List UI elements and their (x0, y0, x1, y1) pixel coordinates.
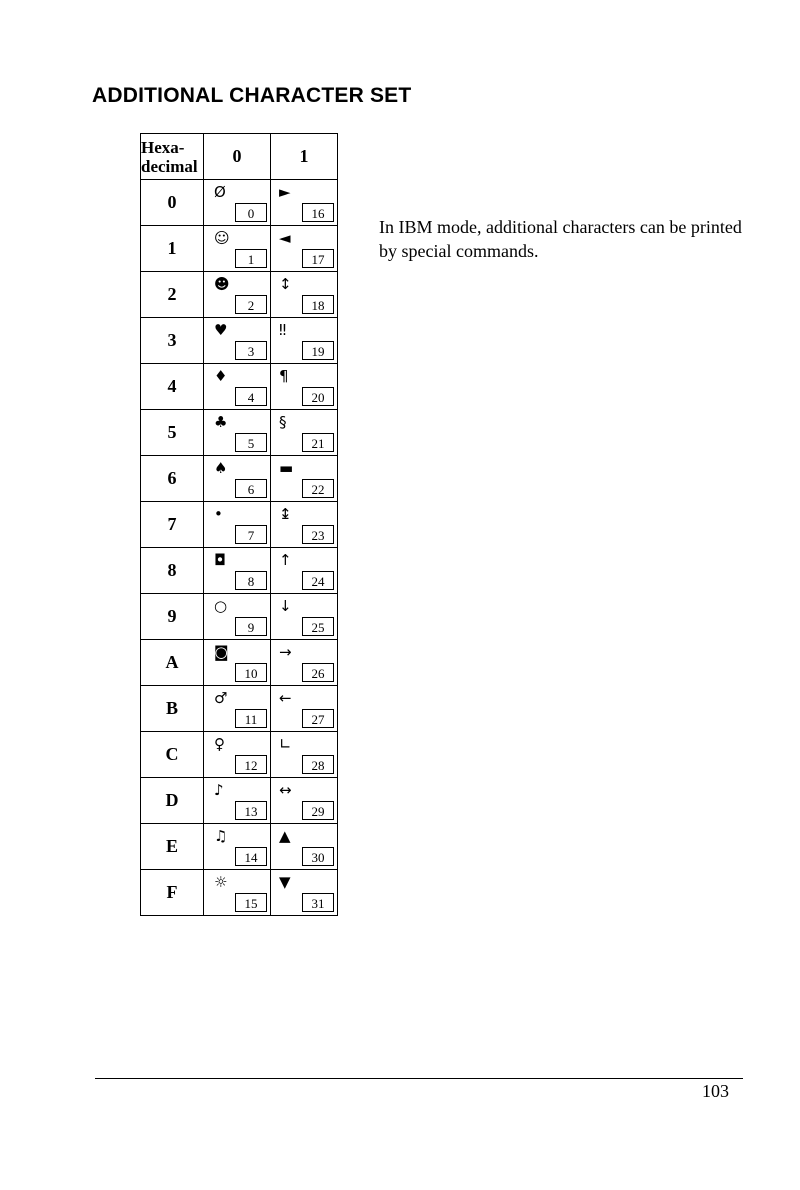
character-cell-body (204, 226, 270, 271)
row-header: A (141, 640, 204, 686)
table-row (141, 870, 338, 916)
row-header: 3 (141, 318, 204, 364)
character-glyph: ▬ (279, 459, 294, 477)
character-cell (204, 272, 271, 318)
character-cell (271, 502, 338, 548)
character-cell (271, 272, 338, 318)
decimal-code-box: 19 (302, 341, 334, 360)
character-glyph: → (279, 643, 292, 661)
character-glyph: ☼ (214, 873, 228, 891)
table-row (141, 410, 338, 456)
character-cell-body (204, 778, 270, 823)
character-cell-body (271, 180, 337, 225)
character-cell (271, 640, 338, 686)
decimal-code-box: 13 (235, 801, 267, 820)
decimal-code-box: 28 (302, 755, 334, 774)
character-cell (204, 640, 271, 686)
character-cell (204, 180, 271, 226)
character-glyph: ↓ (279, 597, 292, 615)
character-cell-body (204, 410, 270, 455)
row-header: 6 (141, 456, 204, 502)
table-row (141, 824, 338, 870)
character-cell (204, 686, 271, 732)
decimal-code-box: 15 (235, 893, 267, 912)
character-cell (271, 456, 338, 502)
table-body (141, 180, 338, 916)
decimal-code-box: 26 (302, 663, 334, 682)
character-glyph: ♦ (214, 367, 228, 385)
decimal-code-box: 2 (235, 295, 267, 314)
character-cell-body (204, 456, 270, 501)
table-row (141, 318, 338, 364)
character-glyph: ↔ (279, 781, 292, 799)
character-cell (204, 226, 271, 272)
character-cell-body (271, 318, 337, 363)
decimal-code-box: 22 (302, 479, 334, 498)
character-glyph: ♠ (214, 459, 228, 477)
character-glyph: ↑ (279, 551, 292, 569)
character-cell-body (271, 778, 337, 823)
table-row (141, 732, 338, 778)
character-cell-body (271, 548, 337, 593)
decimal-code-box: 10 (235, 663, 267, 682)
row-header: 0 (141, 180, 204, 226)
character-glyph: ∟ (279, 735, 292, 753)
character-glyph: ‼ (279, 321, 287, 339)
character-cell-body (271, 732, 337, 777)
character-glyph: • (214, 505, 223, 523)
character-cell-body (204, 640, 270, 685)
decimal-code-box: 0 (235, 203, 267, 222)
row-header: F (141, 870, 204, 916)
page-number: 103 (702, 1081, 729, 1101)
character-cell (271, 686, 338, 732)
character-cell-body (204, 180, 270, 225)
decimal-code-box: 21 (302, 433, 334, 452)
decimal-code-box: 7 (235, 525, 267, 544)
character-glyph: ← (279, 689, 292, 707)
character-cell-body (271, 870, 337, 915)
decimal-code-box: 5 (235, 433, 267, 452)
character-cell (271, 824, 338, 870)
table-row (141, 548, 338, 594)
character-glyph: ♣ (214, 413, 228, 431)
column-header-1: 1 (271, 134, 338, 180)
decimal-code-box: 24 (302, 571, 334, 590)
character-cell-body (271, 364, 337, 409)
decimal-code-box: 16 (302, 203, 334, 222)
decimal-code-box: 20 (302, 387, 334, 406)
character-cell-body (271, 594, 337, 639)
character-cell (271, 318, 338, 364)
character-glyph: ▲ (279, 827, 291, 845)
character-cell-body (204, 318, 270, 363)
character-cell (204, 732, 271, 778)
character-cell (204, 548, 271, 594)
character-glyph: ○ (214, 597, 228, 615)
decimal-code-box: 11 (235, 709, 267, 728)
character-cell-body (204, 732, 270, 777)
character-cell (271, 226, 338, 272)
character-cell-body (271, 824, 337, 869)
table-row (141, 640, 338, 686)
table-header-row (141, 134, 338, 180)
character-cell-body (204, 824, 270, 869)
character-cell-body (204, 870, 270, 915)
table-row (141, 226, 338, 272)
character-glyph: ◙ (214, 643, 229, 661)
description-text: In IBM mode, additional characters can be printed by special commands. (379, 217, 742, 261)
decimal-code-box: 12 (235, 755, 267, 774)
character-cell (204, 456, 271, 502)
character-cell-body (271, 640, 337, 685)
character-glyph: Ø (214, 183, 226, 201)
row-header: 1 (141, 226, 204, 272)
table-row (141, 594, 338, 640)
decimal-code-box: 1 (235, 249, 267, 268)
decimal-code-box: 17 (302, 249, 334, 268)
character-glyph: ◄ (279, 229, 291, 247)
row-header: E (141, 824, 204, 870)
character-cell (271, 180, 338, 226)
decimal-code-box: 30 (302, 847, 334, 866)
character-cell (271, 548, 338, 594)
character-cell (204, 318, 271, 364)
character-glyph: ♀ (214, 735, 225, 753)
row-header: 9 (141, 594, 204, 640)
character-glyph: ► (279, 183, 291, 201)
row-header: 4 (141, 364, 204, 410)
character-cell-body (204, 364, 270, 409)
character-cell-body (271, 410, 337, 455)
character-cell (271, 364, 338, 410)
character-glyph: ¶ (279, 367, 289, 385)
decimal-code-box: 23 (302, 525, 334, 544)
decimal-code-box: 18 (302, 295, 334, 314)
row-header: 5 (141, 410, 204, 456)
character-glyph: ▼ (279, 873, 291, 891)
character-glyph: ↨ (279, 505, 292, 523)
character-cell (271, 778, 338, 824)
character-cell (204, 594, 271, 640)
character-cell (204, 870, 271, 916)
character-cell-body (204, 502, 270, 547)
table-row (141, 272, 338, 318)
column-header-0: 0 (204, 134, 271, 180)
character-cell (204, 778, 271, 824)
character-cell (204, 410, 271, 456)
row-header: 2 (141, 272, 204, 318)
character-glyph: ◘ (214, 551, 226, 569)
character-glyph: ↕ (279, 275, 292, 293)
character-cell-body (271, 226, 337, 271)
character-glyph: ♂ (214, 689, 228, 707)
character-cell-body (271, 456, 337, 501)
character-glyph: ☻ (214, 275, 230, 293)
character-cell (271, 594, 338, 640)
decimal-code-box: 25 (302, 617, 334, 636)
row-header: D (141, 778, 204, 824)
character-glyph: ☺ (214, 229, 230, 247)
character-cell (271, 732, 338, 778)
table-row (141, 686, 338, 732)
character-cell-body (271, 502, 337, 547)
table-row (141, 502, 338, 548)
decimal-code-box: 31 (302, 893, 334, 912)
table-row (141, 778, 338, 824)
table-row (141, 180, 338, 226)
row-header: 8 (141, 548, 204, 594)
character-cell-body (204, 686, 270, 731)
character-set-table (140, 133, 338, 916)
decimal-code-box: 29 (302, 801, 334, 820)
row-header: C (141, 732, 204, 778)
character-glyph: ♪ (214, 781, 224, 799)
table-row (141, 364, 338, 410)
corner-header-line2: decimal (141, 156, 198, 176)
character-cell (204, 364, 271, 410)
character-glyph: ♫ (214, 827, 228, 845)
character-cell (271, 870, 338, 916)
corner-header (141, 134, 204, 180)
character-cell-body (271, 686, 337, 731)
character-cell-body (204, 548, 270, 593)
character-glyph: ♥ (214, 321, 228, 339)
footer-rule (95, 1078, 743, 1079)
page-heading: ADDITIONAL CHARACTER SET (92, 84, 412, 107)
decimal-code-box: 8 (235, 571, 267, 590)
corner-header-line1: Hexa- (141, 137, 185, 157)
decimal-code-box: 14 (235, 847, 267, 866)
character-cell (271, 410, 338, 456)
character-cell (204, 824, 271, 870)
row-header: B (141, 686, 204, 732)
decimal-code-box: 27 (302, 709, 334, 728)
table-row (141, 456, 338, 502)
character-cell (204, 502, 271, 548)
character-cell-body (204, 594, 270, 639)
decimal-code-box: 6 (235, 479, 267, 498)
character-cell-body (204, 272, 270, 317)
decimal-code-box: 9 (235, 617, 267, 636)
decimal-code-box: 3 (235, 341, 267, 360)
decimal-code-box: 4 (235, 387, 267, 406)
character-glyph: § (279, 413, 287, 431)
character-cell-body (271, 272, 337, 317)
row-header: 7 (141, 502, 204, 548)
